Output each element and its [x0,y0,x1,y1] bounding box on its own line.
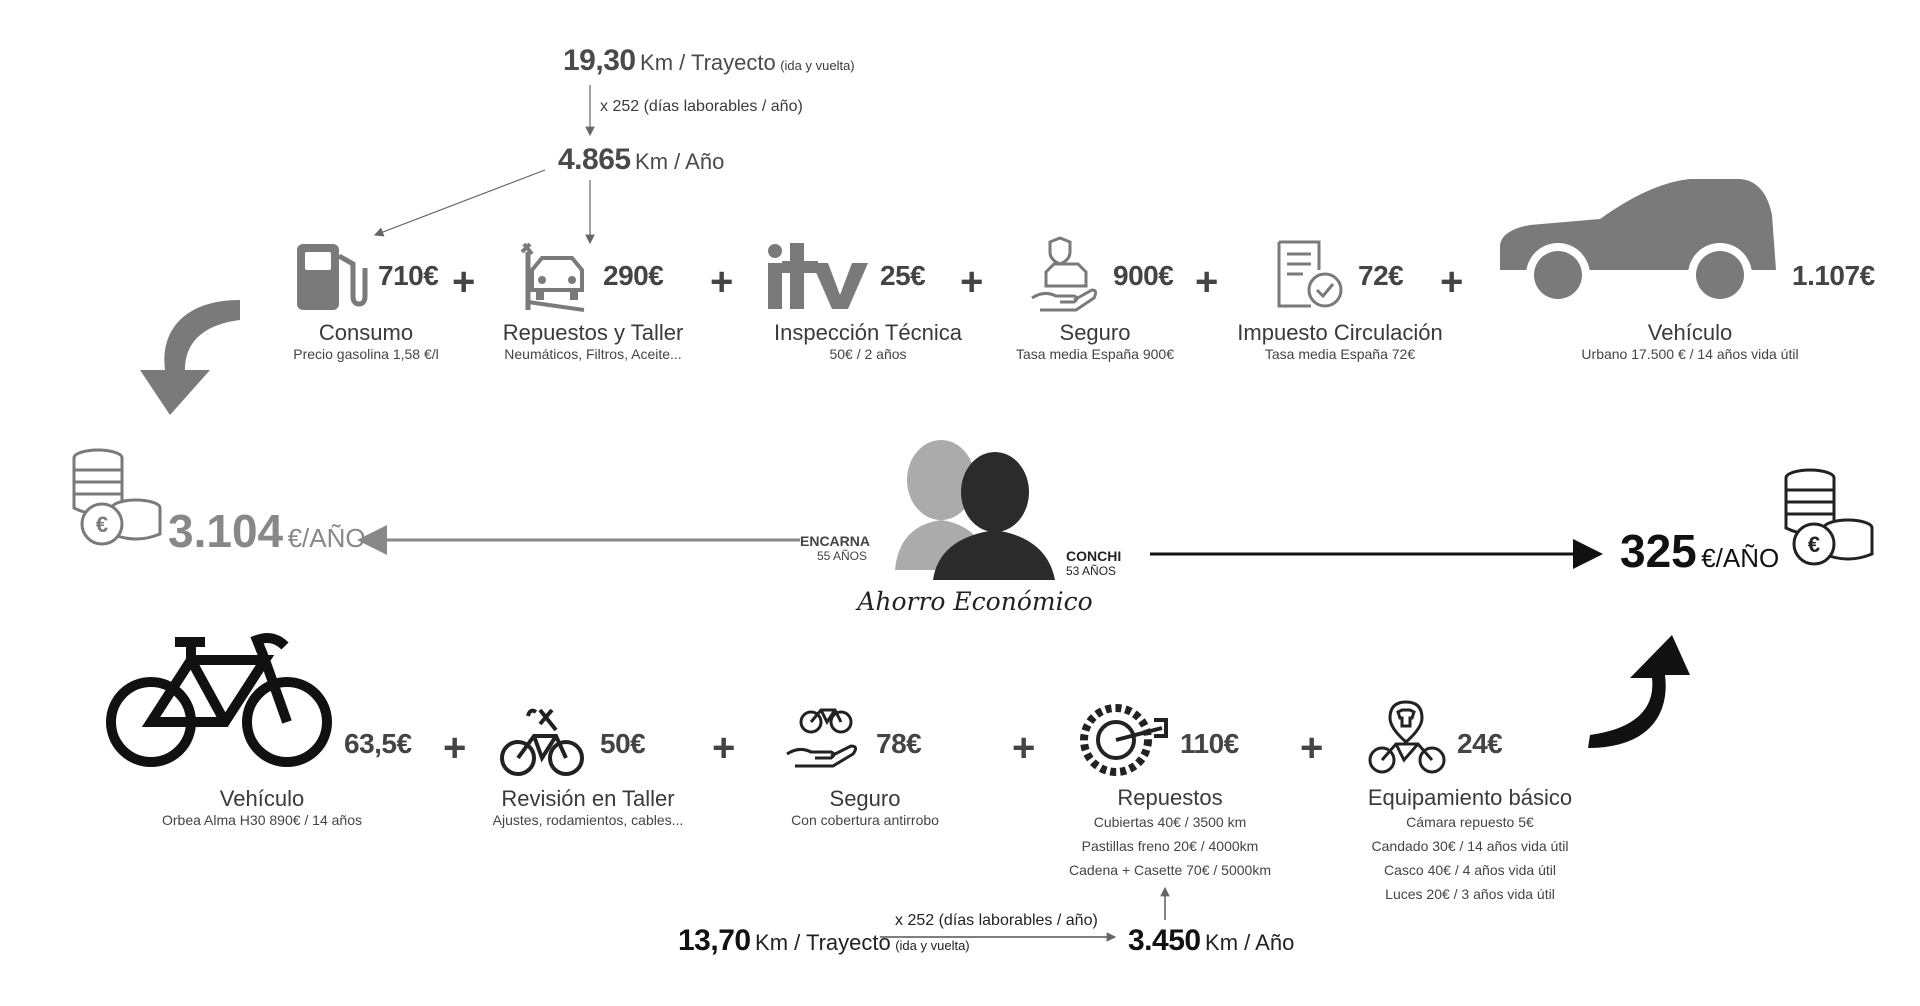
car-item-sub: 50€ / 2 años [829,346,907,362]
bike-total-unit: €/AÑO [1701,543,1780,573]
car-tax-price: 72€ [1358,260,1404,291]
itv-logo-icon [768,243,868,313]
bike-parts-price: 110€ [1180,728,1239,759]
bike-year-unit: Km / Año [1205,930,1295,955]
car-repair-icon [518,240,588,314]
bike-equipment-price: 24€ [1457,728,1503,759]
bike-repair-price: 50€ [600,728,646,759]
car-year-distance [558,143,724,177]
bike-item-sub: Casco 40€ / 4 años vida útil [1384,862,1556,878]
bicycle-icon [105,632,335,772]
bike-item-sub: Ajustes, rodamientos, cables... [492,812,684,828]
people-silhouettes-icon [895,430,1095,580]
person1-name: ENCARNA [800,533,870,549]
car-item-sub: Urbano 17.500 € / 14 años vida útil [1581,346,1799,362]
plus-sign: + [960,260,984,304]
car-item-sub: Tasa media España 900€ [1016,346,1174,362]
plus-sign: + [712,726,736,770]
car-item-itv [774,320,962,362]
bike-annual-total [1620,524,1779,578]
bike-year-value: 3.450 [1128,924,1201,957]
car-icon [1490,175,1780,315]
plus-sign: + [1195,260,1219,304]
bike-item-equipment [1368,786,1572,906]
plus-sign: + [1300,726,1324,770]
year-to-fuel-arrow [375,170,545,235]
plus-sign: + [710,260,734,304]
bike-total-value: 325 [1620,525,1697,577]
car-total-value: 3.104 [168,505,284,557]
car-item-insurance [1016,320,1174,362]
car-item-label: Consumo [318,320,414,345]
bike-item-parts [1069,786,1271,882]
crankset-icon [1078,700,1168,780]
fuel-pump-icon [297,240,367,314]
car-annual-total [168,504,366,558]
bike-repair-icon [500,706,585,778]
bike-item-sub: Con cobertura antirrobo [791,812,939,828]
car-item-label: Seguro [1059,320,1131,345]
car-curved-arrow [140,300,240,415]
bike-year-distance [1128,924,1294,958]
bike-item-sub: Luces 20€ / 3 años vida útil [1385,886,1555,902]
bike-item-label: Revisión en Taller [501,786,675,811]
bike-trip-note: (ida y vuelta) [895,938,970,953]
bike-item-sub: Candado 30€ / 14 años vida útil [1371,838,1569,854]
car-repair-price: 290€ [603,260,664,291]
svg-text:€: € [1807,532,1821,557]
person-encarna [800,533,870,563]
car-vehicle-price: 1.107€ [1792,260,1875,291]
car-trip-value: 19,30 [563,44,636,77]
bike-trip-value: 13,70 [678,924,751,957]
bike-item-sub: Cadena + Casette 70€ / 5000km [1069,862,1271,878]
person-conchi [1066,548,1121,578]
tax-certificate-icon [1275,240,1345,312]
bike-item-sub: Pastillas freno 20€ / 4000km [1081,838,1259,854]
plus-sign: + [1440,260,1464,304]
savings-caption: Ahorro Económico [857,587,1093,616]
bike-item-insurance [791,786,939,828]
person2-age: 53 AÑOS [1066,564,1117,578]
bike-item-label: Equipamiento básico [1367,785,1573,810]
car-item-tax [1237,320,1442,362]
car-item-repair [503,320,684,362]
bike-item-repair [493,786,684,828]
bike-trip-unit: Km / Trayecto [755,930,891,955]
plus-sign: + [443,726,467,770]
bike-insurance-price: 78€ [876,728,922,759]
car-year-unit: Km / Año [635,149,725,174]
bike-insurance-icon [785,704,865,776]
car-item-label: Impuesto Circulación [1237,320,1443,345]
bike-item-label: Repuestos [1117,785,1223,810]
car-insurance-price: 900€ [1113,260,1174,291]
car-itv-price: 25€ [880,260,926,291]
bike-item-sub: Orbea Alma H30 890€ / 14 años [161,812,363,828]
car-item-sub: Neumáticos, Filtros, Aceite... [504,346,682,362]
car-item-sub: Precio gasolina 1,58 €/l [293,346,439,362]
car-item-label: Repuestos y Taller [502,320,684,345]
euro-coins-icon [70,448,165,548]
svg-text:€: € [95,512,109,537]
car-days-label: x 252 (días laborables / año) [600,98,803,115]
bike-item-label: Vehículo [219,786,305,811]
car-insurance-icon [1030,238,1100,314]
bike-curved-arrow [1588,635,1690,748]
person2-name: CONCHI [1066,548,1122,564]
car-item-label: Inspección Técnica [774,320,962,345]
plus-sign: + [1012,726,1036,770]
car-item-fuel [293,320,439,362]
bike-item-sub: Cubiertas 40€ / 3500 km [1093,814,1247,830]
car-fuel-price: 710€ [378,260,439,291]
bike-equipment-icon [1368,700,1448,778]
bike-item-sub: Cámara repuesto 5€ [1406,814,1534,830]
car-item-vehicle [1581,320,1798,362]
bike-vehicle-price: 63,5€ [344,728,412,759]
bike-item-vehicle [162,786,362,828]
person1-age: 55 AÑOS [816,549,867,563]
car-total-unit: €/AÑO [287,523,366,553]
plus-sign: + [452,260,476,304]
euro-coins-icon [1782,468,1877,568]
car-trip-note: (ida y vuelta) [780,58,855,73]
car-item-label: Vehículo [1647,320,1733,345]
car-item-sub: Tasa media España 72€ [1264,346,1416,362]
car-trip-unit: Km / Trayecto [640,50,776,75]
bike-days-label: x 252 (días laborables / año) [895,912,1098,929]
bike-item-label: Seguro [829,786,901,811]
car-year-value: 4.865 [558,143,631,176]
